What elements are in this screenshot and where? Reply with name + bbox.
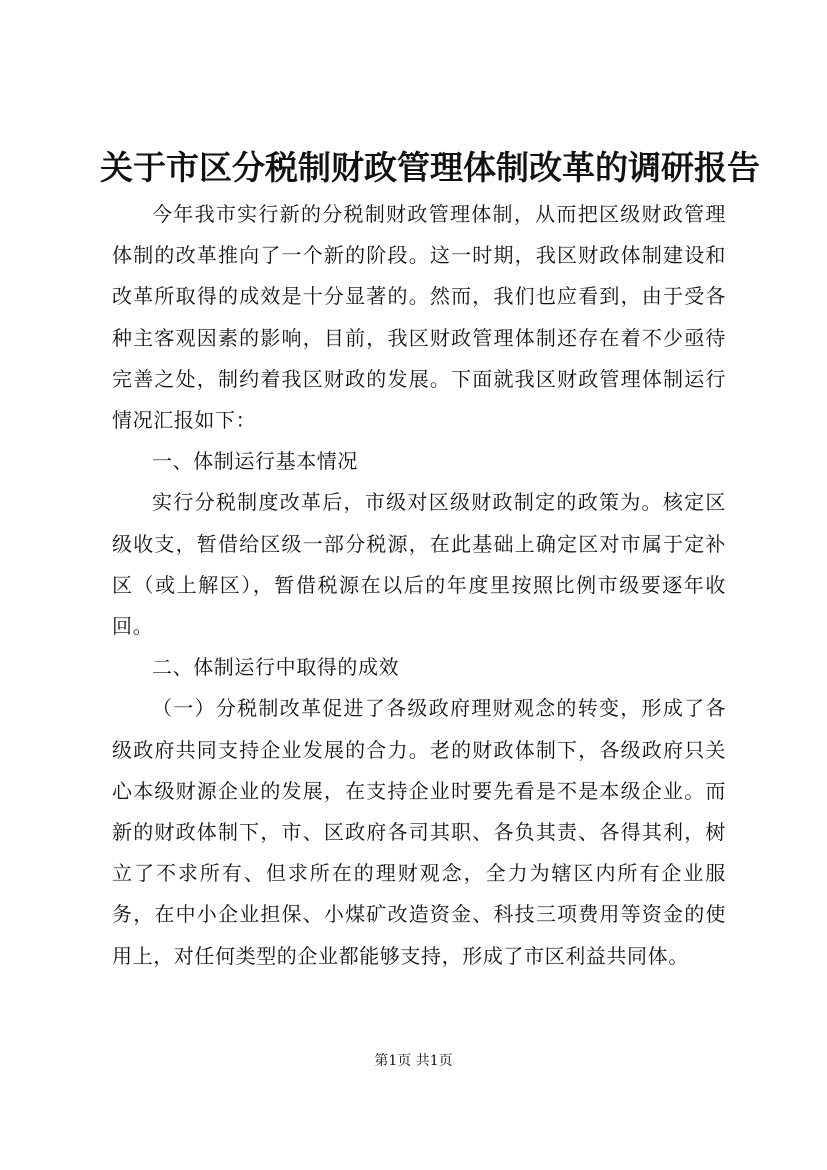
document-title: 关于市区分税制财政管理体制改革的调研报告 bbox=[100, 148, 760, 187]
page-footer: 第1页 共1页 bbox=[374, 1053, 453, 1069]
paragraph-achievement-one: （一）分税制改革促进了各级政府理财观念的转变，形成了各级政府共同支持企业发展的合力。老的财政体制下，各级政府只关心本级财源企业的发展，在支持企业时要先看是不是本级企业。而新的财政体制下，市、区政府各司其职、各负其责、各得其利，树立了不求所有、但求所在的理财观念，全力为辖区内所有企业服务，在中小企业担保、小煤矿改造资金、科技三项费用等资金的使用上，对任何类型的企业都能够支持，形成了市区利益共同体。 bbox=[112, 696, 726, 968]
section-heading-achievements: 二、体制运行中取得的成效 bbox=[152, 655, 400, 680]
paragraph-basic-situation: 实行分税制度改革后，市级对区级财政制定的政策为。核定区级收支，暂借给区级一部分税源，在此基础上确定区对市属于定补区（或上解区），暂借税源在以后的年度里按照比例市级要逐年收回。 bbox=[112, 490, 726, 639]
document-body bbox=[112, 194, 726, 977]
paragraph-intro: 今年我市实行新的分税制财政管理体制，从而把区级财政管理体制的改革推向了一个新的阶段。这一时期，我区财政体制建设和改革所取得的成效是十分显著的。然而，我们也应看到，由于受各种主客观因素的影响，目前，我区财政管理体制还存在着不少亟待完善之处，制约着我区财政的发展。下面就我区财政管理体制运行情况汇报如下： bbox=[112, 202, 726, 433]
section-heading-basic-situation: 一、体制运行基本情况 bbox=[152, 449, 358, 474]
